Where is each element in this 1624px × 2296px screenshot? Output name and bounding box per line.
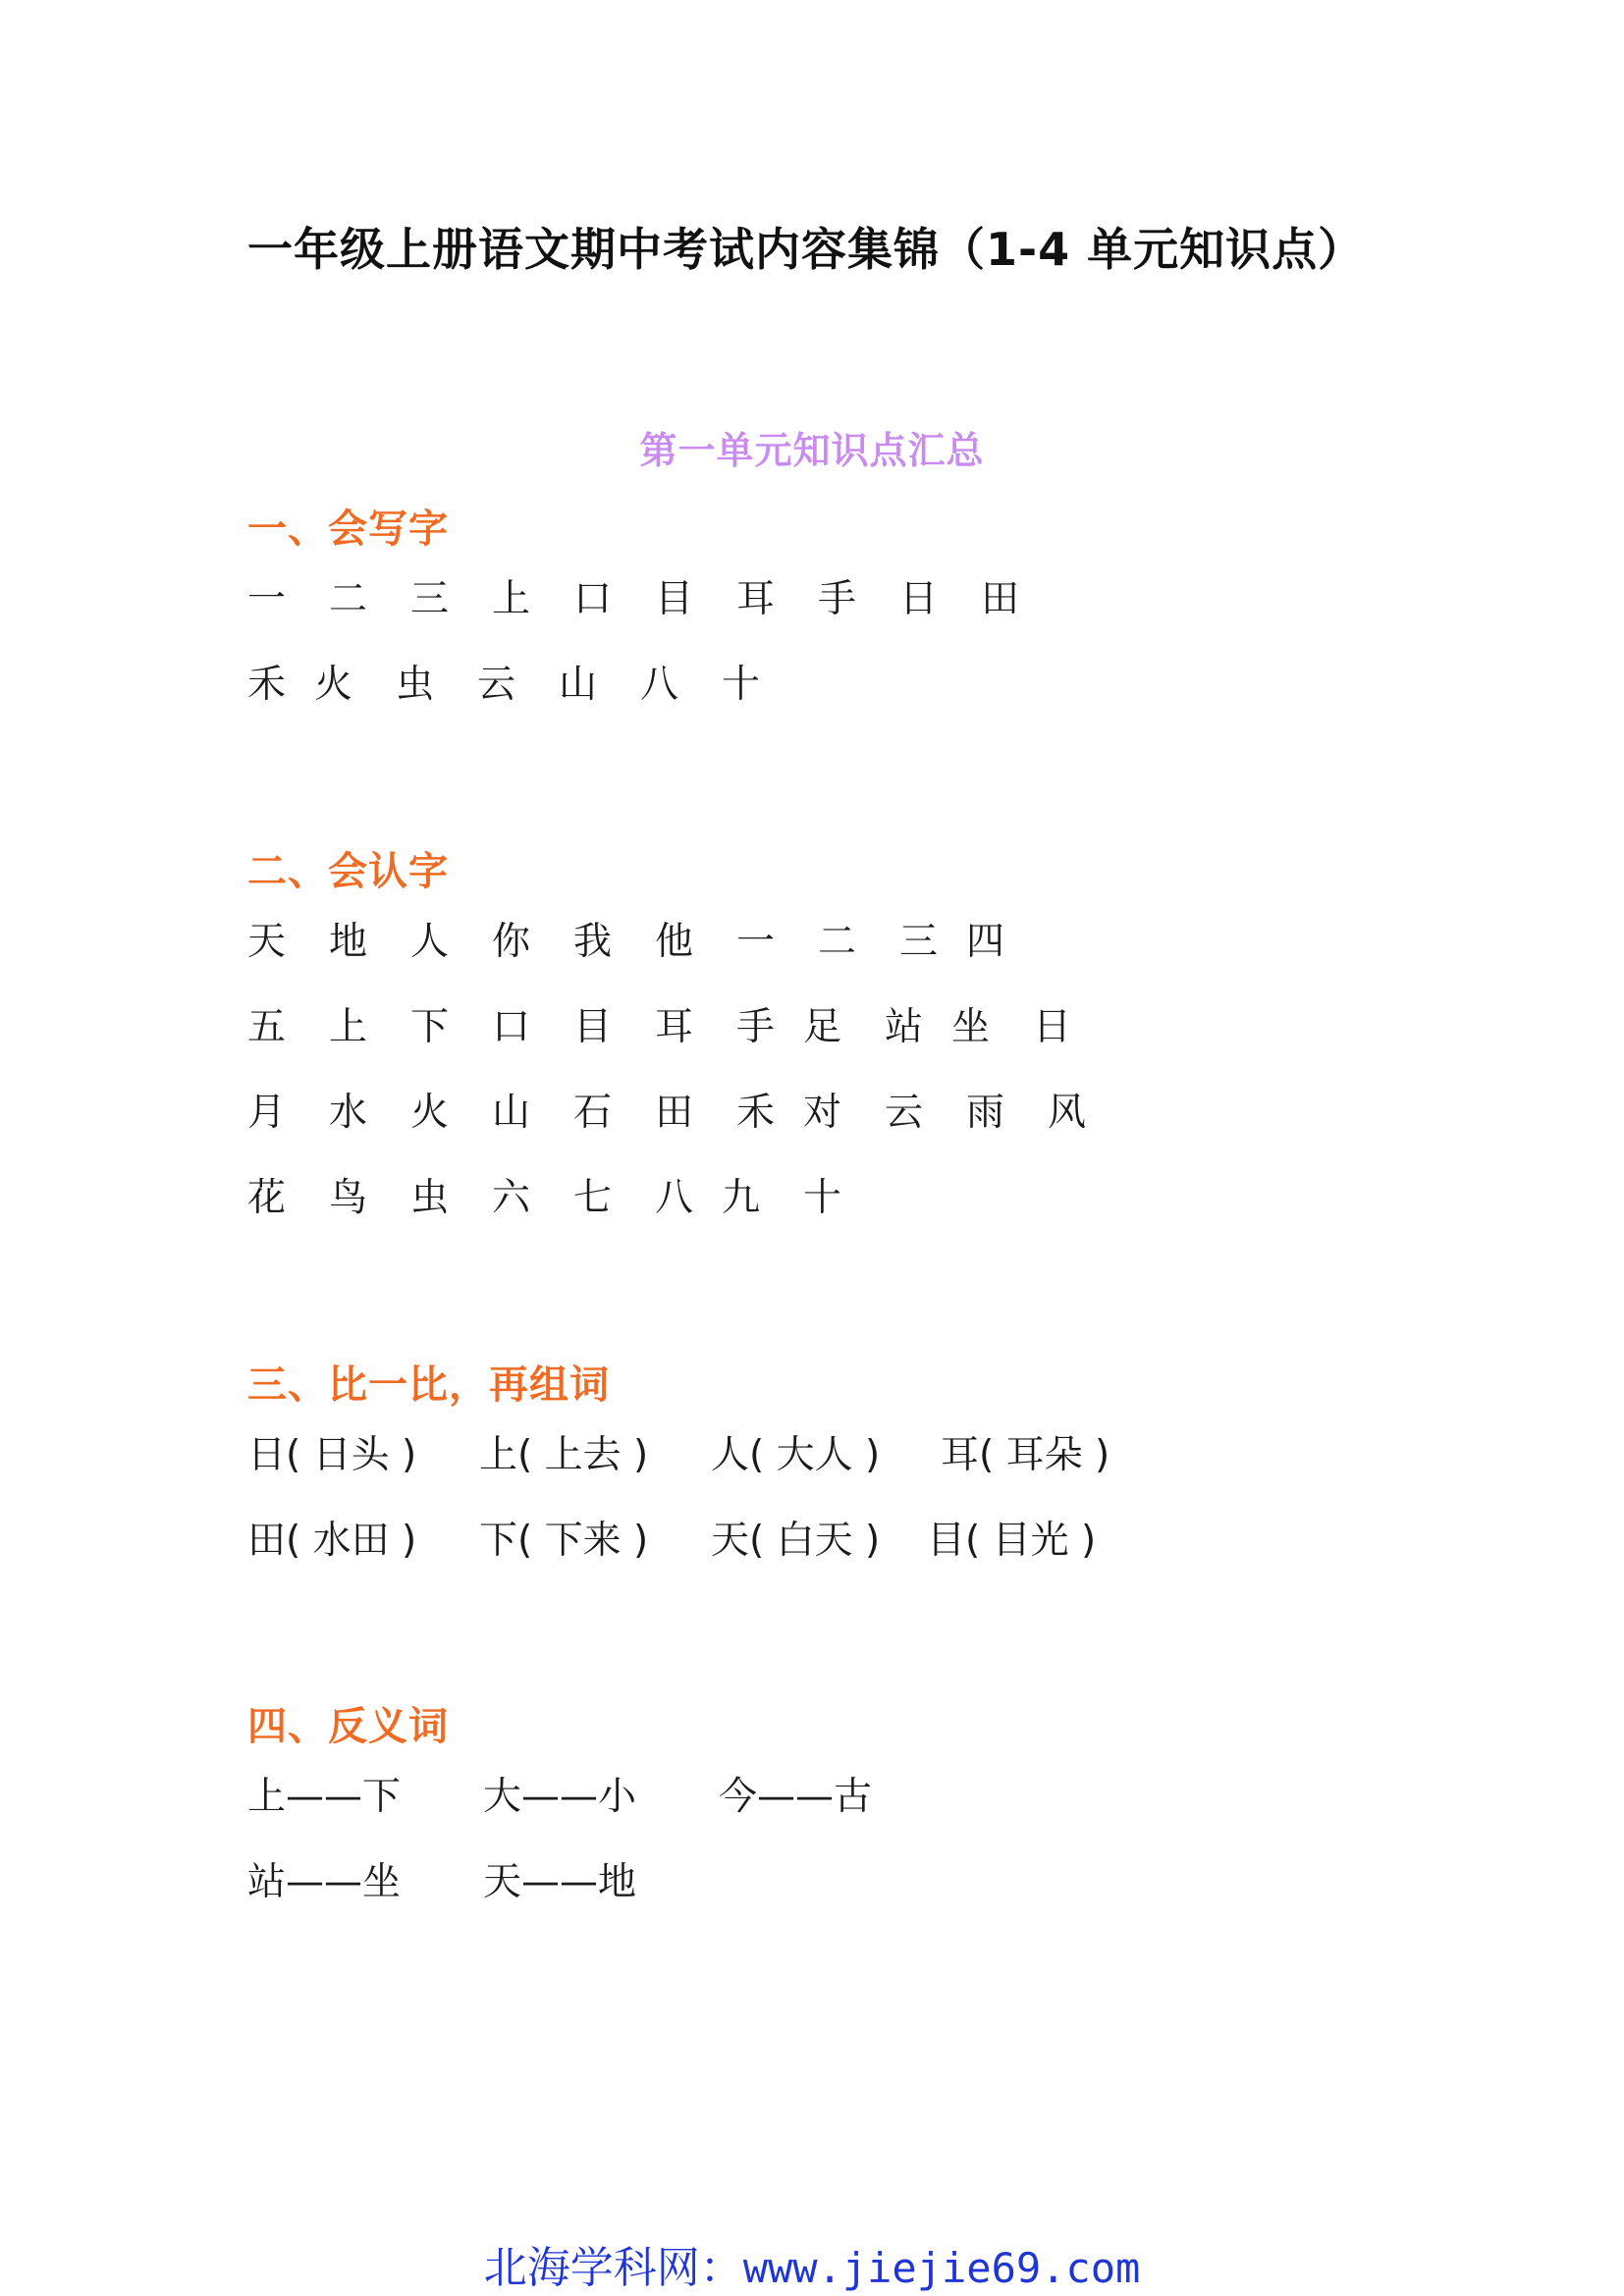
antonym-pair: 大——小 — [483, 1775, 637, 1819]
word-pair: 目( 目光 ) — [927, 1519, 1097, 1563]
character: 十 — [722, 663, 761, 707]
character: 天 — [247, 920, 287, 964]
character: 日 — [1033, 1005, 1072, 1049]
unit-title: 第一单元知识点汇总 — [639, 429, 985, 472]
antonym-pair: 上——下 — [247, 1775, 402, 1819]
section-recognize-characters — [247, 842, 1426, 1243]
character: 十 — [803, 1176, 842, 1220]
character: 八 — [655, 1176, 694, 1220]
document-title: 一年级上册语文期中考试内容集锦（1-4 单元知识点） — [247, 223, 1365, 276]
character: 我 — [573, 920, 613, 964]
character: 三 — [899, 920, 939, 964]
section-heading: 一、会写字 — [247, 507, 449, 552]
character: 水 — [329, 1091, 368, 1135]
character: 对 — [803, 1091, 842, 1135]
character: 云 — [885, 1091, 924, 1135]
word-pair: 耳( 耳朵 ) — [941, 1433, 1110, 1477]
character: 虫 — [410, 1176, 450, 1220]
character: 风 — [1048, 1091, 1087, 1135]
character-row — [247, 1072, 1426, 1157]
character: 目 — [573, 1005, 613, 1049]
character: 口 — [492, 1005, 531, 1049]
word-pair: 人( 大人 ) — [711, 1433, 881, 1477]
word-pair: 日( 日头 ) — [247, 1433, 417, 1477]
character: 火 — [314, 663, 353, 707]
character: 雨 — [966, 1091, 1005, 1135]
character: 你 — [492, 920, 531, 964]
watermark-footer — [0, 2232, 1624, 2295]
character: 口 — [573, 577, 613, 621]
footer-url[interactable]: www.jiejie69.com — [742, 2244, 1141, 2292]
character: 二 — [818, 920, 857, 964]
character: 鸟 — [329, 1176, 368, 1220]
character: 虫 — [396, 663, 435, 707]
character: 山 — [559, 663, 598, 707]
character: 禾 — [736, 1091, 776, 1135]
antonym-pair: 站——坐 — [247, 1860, 402, 1904]
character: 田 — [981, 577, 1020, 621]
character: 二 — [329, 577, 368, 621]
antonym-row — [247, 1842, 1426, 1927]
character: 月 — [247, 1091, 287, 1135]
character: 四 — [966, 920, 1005, 964]
character: 一 — [247, 577, 287, 621]
character: 坐 — [951, 1005, 991, 1049]
character: 石 — [573, 1091, 613, 1135]
character: 花 — [247, 1176, 287, 1220]
character-row — [247, 987, 1426, 1072]
section-heading: 四、反义词 — [247, 1704, 449, 1749]
character: 日 — [899, 577, 939, 621]
section-heading: 三、比一比，再组词 — [247, 1362, 610, 1408]
character: 禾 — [247, 663, 287, 707]
word-pair-row — [247, 1415, 1426, 1500]
word-pair: 下( 下来 ) — [479, 1519, 649, 1563]
antonym-pair: 今——古 — [719, 1775, 873, 1819]
character: 耳 — [655, 1005, 694, 1049]
word-pair: 上( 上去 ) — [479, 1433, 649, 1477]
character: 田 — [655, 1091, 694, 1135]
character-row — [247, 1157, 1426, 1243]
section-write-characters — [247, 500, 1426, 729]
word-pair: 天( 白天 ) — [711, 1519, 881, 1563]
character: 九 — [722, 1176, 761, 1220]
character: 地 — [329, 920, 368, 964]
character: 一 — [736, 920, 776, 964]
character-row — [247, 901, 1426, 987]
antonym-row — [247, 1756, 1426, 1842]
word-pair: 田( 水田 ) — [247, 1519, 417, 1563]
character: 下 — [410, 1005, 450, 1049]
character: 耳 — [736, 577, 776, 621]
character: 六 — [492, 1176, 531, 1220]
section-compare-and-form-words — [247, 1356, 1426, 1585]
character-row — [247, 644, 1426, 729]
character: 火 — [410, 1091, 450, 1135]
word-pair-row — [247, 1500, 1426, 1585]
character: 上 — [329, 1005, 368, 1049]
character: 足 — [803, 1005, 842, 1049]
character: 五 — [247, 1005, 287, 1049]
character: 手 — [736, 1005, 776, 1049]
character: 目 — [655, 577, 694, 621]
character: 山 — [492, 1091, 531, 1135]
character-row — [247, 559, 1426, 644]
section-heading: 二、会认字 — [247, 849, 449, 894]
character: 上 — [492, 577, 531, 621]
character: 手 — [818, 577, 857, 621]
character: 云 — [477, 663, 516, 707]
character: 他 — [655, 920, 694, 964]
antonym-pair: 天——地 — [483, 1860, 637, 1904]
character: 站 — [885, 1005, 924, 1049]
character: 三 — [410, 577, 450, 621]
character: 七 — [573, 1176, 613, 1220]
character: 八 — [640, 663, 679, 707]
footer-label: 北海学科网： — [483, 2243, 743, 2293]
section-antonyms — [247, 1697, 1426, 1927]
character: 人 — [410, 920, 450, 964]
